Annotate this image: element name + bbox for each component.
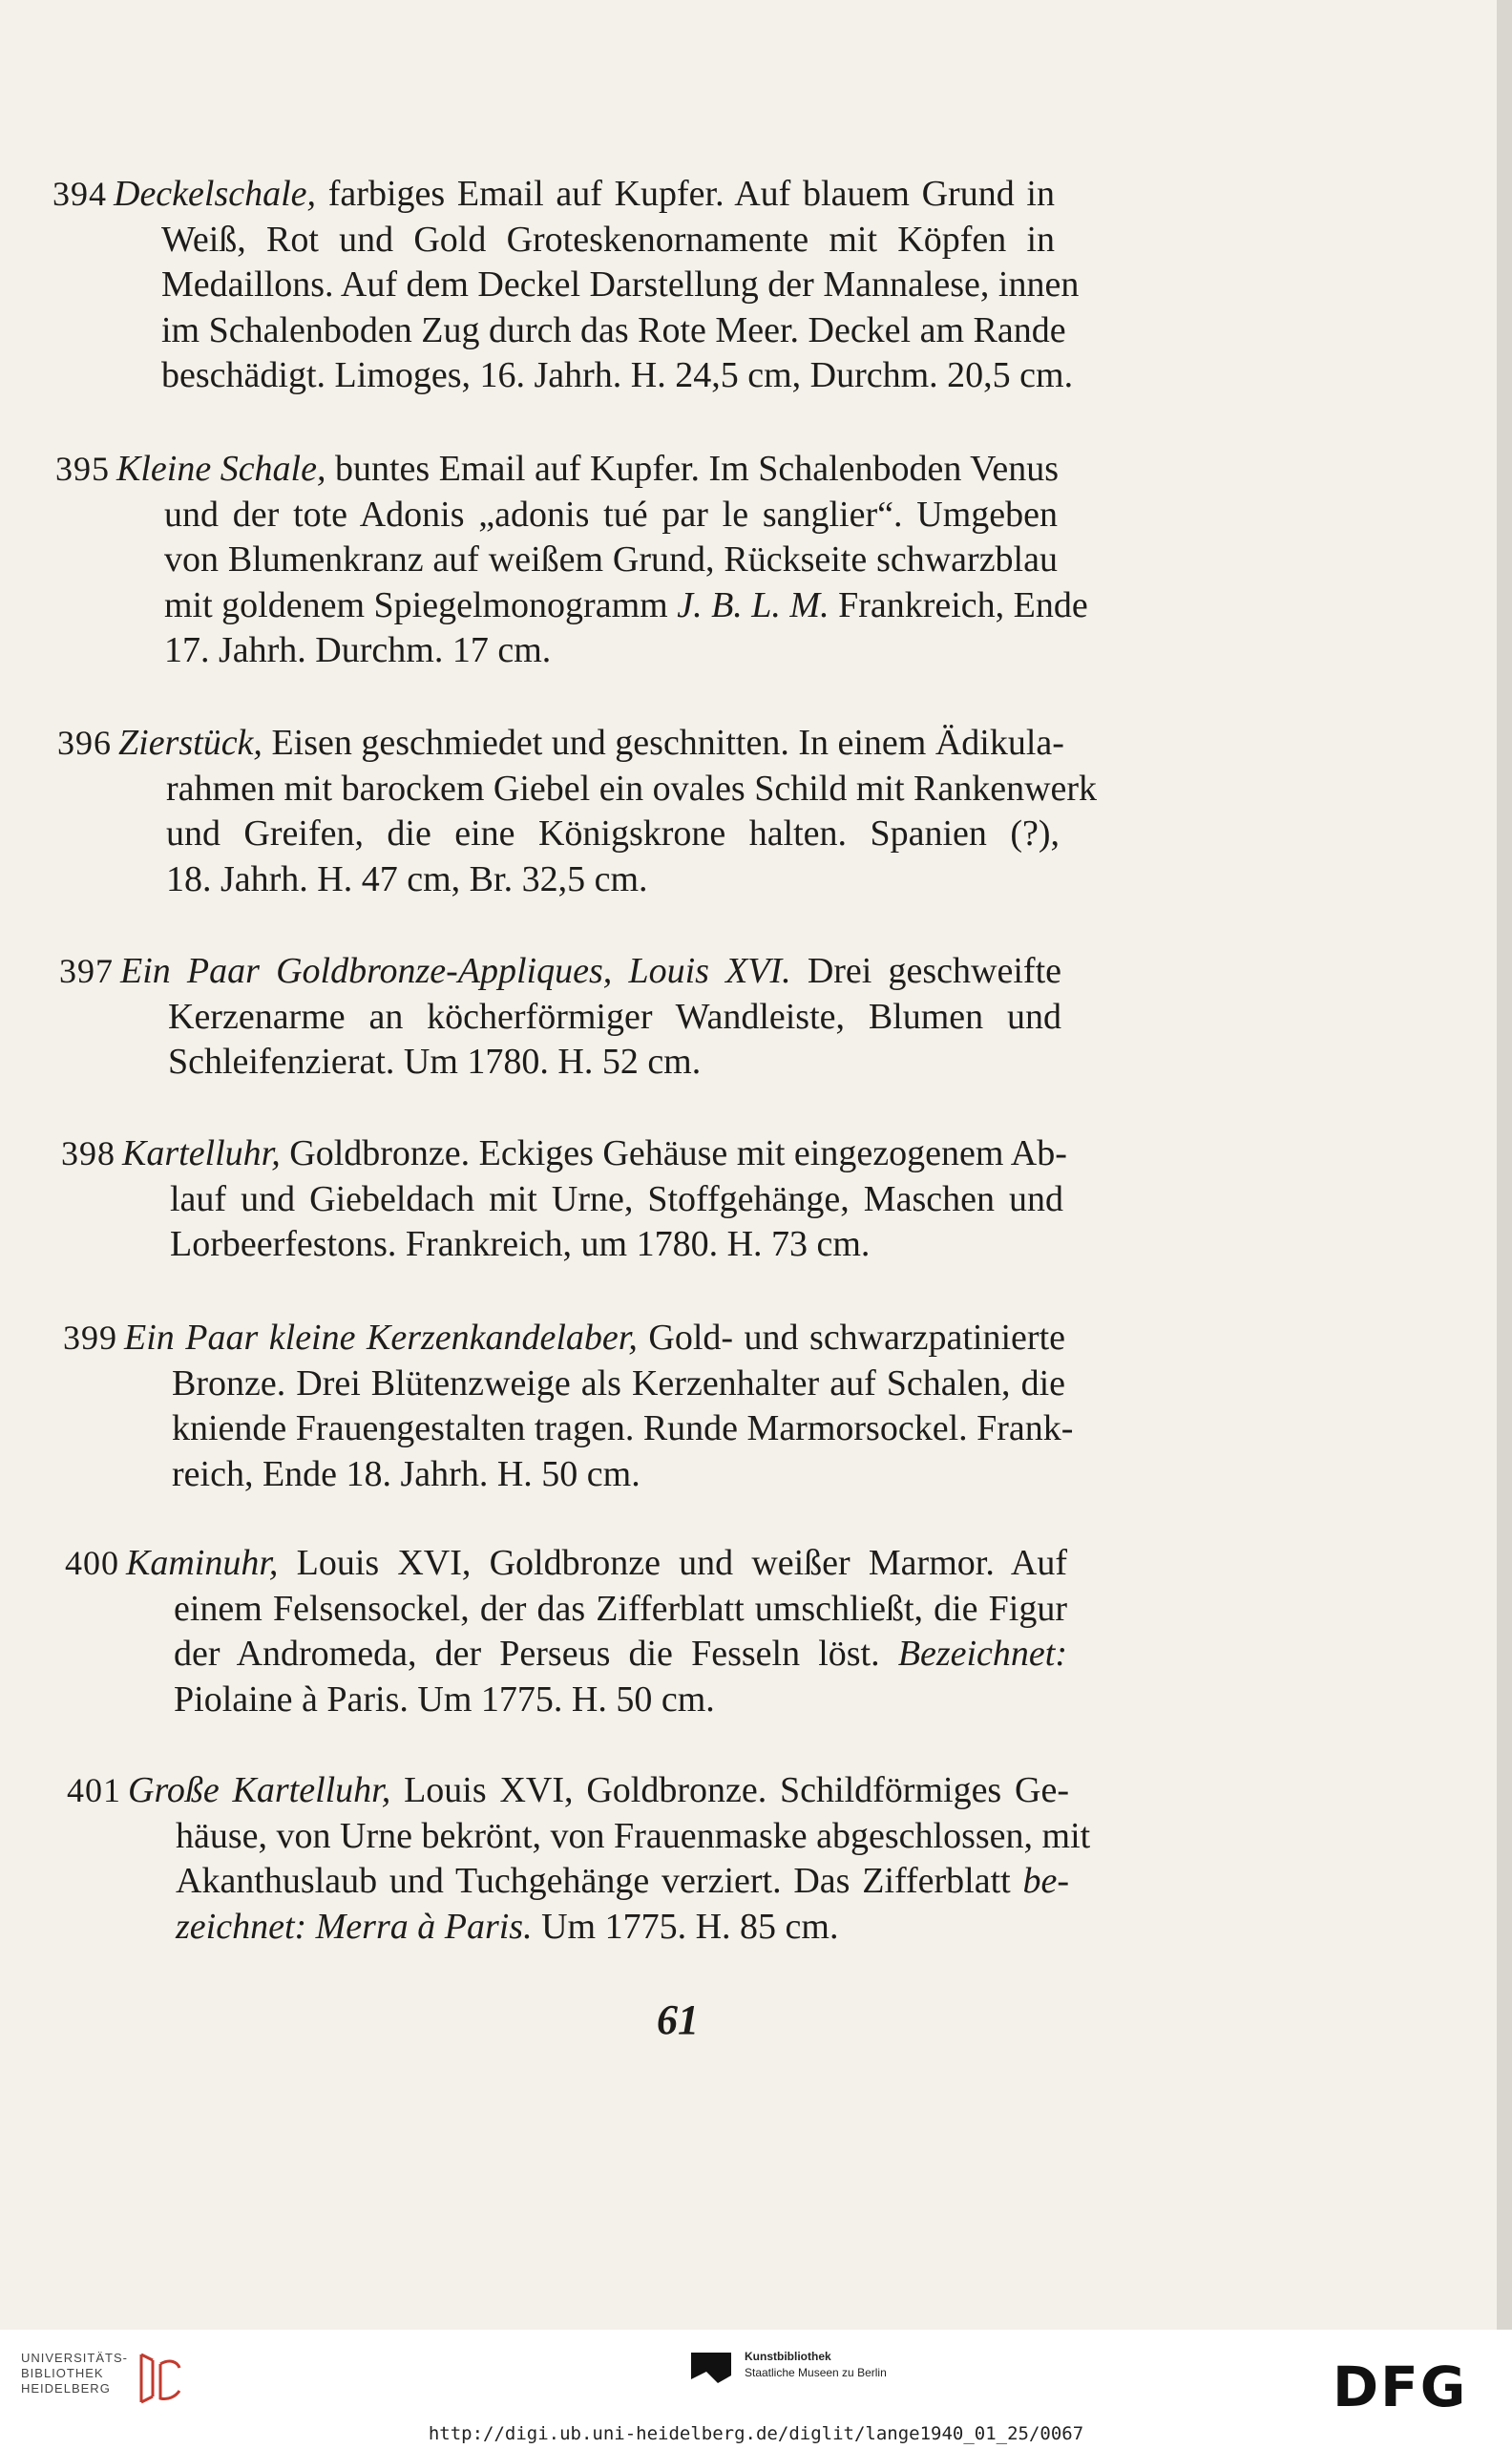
text-run: Lorbeerfestons. Frankreich, um 1780. H. 73 cm.	[170, 1224, 871, 1264]
entry-line	[161, 218, 1055, 264]
text-run: im Schalenboden Zug durch das Rote Meer. Deckel am Rande	[161, 309, 1066, 350]
text-run: Goldbronze. Eckiges Gehäuse mit eingezogenem Ab-	[280, 1133, 1067, 1173]
catalogue-entry	[59, 949, 1061, 1086]
entry-line	[166, 857, 1060, 903]
entry-line	[164, 538, 1058, 583]
italic-run: be-	[1022, 1861, 1069, 1901]
text-run: Schleifenzierat. Um 1780. H. 52 cm.	[168, 1042, 702, 1082]
entry-number: 401	[67, 1771, 121, 1809]
source-url[interactable]: http://digi.ub.uni-heidelberg.de/diglit/lange1940_01_25/0067	[428, 2423, 1084, 2444]
catalogue-entry	[67, 1768, 1091, 1950]
text-run: Kerzenarme an köcherförmiger Wandleiste, Blumen und	[168, 996, 1061, 1037]
text-run: 17. Jahrh. Durchm. 17 cm.	[164, 630, 552, 670]
entry-line	[114, 172, 1055, 218]
entry-line	[170, 1177, 1063, 1223]
university-emblem-icon	[136, 2351, 183, 2406]
entry-text	[120, 949, 1061, 1086]
text-run: Medaillons. Auf dem Deckel Darstellung der Mannalese, innen	[161, 264, 1080, 305]
text-run: farbiges Email auf Kupfer. Auf blauem Grund in	[316, 174, 1055, 214]
entry-line	[161, 353, 1074, 399]
italic-run: Bezeichnet:	[897, 1634, 1067, 1674]
italic-run: Ein Paar kleine Kerzenkandelaber,	[124, 1318, 638, 1358]
text-run: Louis XVI, Goldbronze und weißer Marmor. Auf	[278, 1543, 1067, 1583]
italic-run: J. B. L. M.	[677, 584, 830, 625]
text-run: rahmen mit barockem Giebel ein ovales Schild mit Rankenwerk	[166, 768, 1098, 809]
catalogue-entry	[55, 447, 1088, 674]
entry-line	[168, 1040, 1061, 1086]
text-run: beschädigt. Limoges, 16. Jahrh. H. 24,5 cm, Durchm. 20,5 cm.	[161, 355, 1074, 395]
entry-line	[176, 1859, 1069, 1905]
entry-line	[122, 1131, 1067, 1177]
italic-run: Deckelschale,	[114, 174, 317, 214]
text-run: 18. Jahrh. H. 47 cm, Br. 32,5 cm.	[166, 858, 648, 899]
entry-line	[161, 308, 1066, 354]
text-run: Akanthuslaub und Tuchgehänge verziert. Das Zifferblatt	[176, 1861, 1023, 1901]
text-run: Frankreich, Ende	[829, 584, 1088, 625]
italic-run: Ein Paar Goldbronze-Appliques, Louis XVI.	[120, 951, 791, 991]
text-run: einem Felsensockel, der das Zifferblatt umschließt, die Figur	[174, 1588, 1067, 1629]
text-run: lauf und Giebeldach mit Urne, Stoffgehänge, Maschen und	[170, 1178, 1063, 1219]
catalogue-entry	[52, 172, 1080, 399]
entry-line	[172, 1406, 1074, 1452]
entry-line	[161, 263, 1080, 308]
text-run: kniende Frauengestalten tragen. Runde Marmorsockel. Frank-	[172, 1408, 1074, 1448]
entry-text	[126, 1541, 1067, 1722]
catalogue-entry	[61, 1131, 1067, 1268]
text-run: häuse, von Urne bekrönt, von Frauenmaske abgeschlossen, mit	[176, 1815, 1091, 1856]
entry-text	[122, 1131, 1067, 1268]
catalogue-entry	[63, 1316, 1074, 1497]
italic-run: Große Kartelluhr,	[128, 1770, 391, 1810]
entry-text	[124, 1316, 1074, 1497]
text-run: und Greifen, die eine Königskrone halten. Spanien (?),	[166, 813, 1060, 854]
text-run: buntes Email auf Kupfer. Im Schalenboden Venus	[326, 449, 1060, 489]
page-edge-shadow	[1497, 0, 1512, 2330]
kunstbibliothek-label	[745, 2349, 887, 2381]
entry-line	[128, 1768, 1069, 1814]
text-run: Weiß, Rot und Gold Groteskenornamente mit Köpfen in	[161, 219, 1055, 260]
entry-line	[124, 1316, 1065, 1362]
text-run: und der tote Adonis „adonis tué par le sanglier“. Umgeben	[164, 494, 1058, 535]
entry-line	[166, 767, 1098, 813]
entry-line	[176, 1814, 1091, 1860]
entry-line	[174, 1587, 1067, 1633]
text-run: der Andromeda, der Perseus die Fesseln löst.	[174, 1634, 898, 1674]
entry-text	[114, 172, 1080, 399]
text-run: Eisen geschmiedet und geschnitten. In einem Ädikula-	[262, 723, 1064, 763]
entry-line	[164, 583, 1088, 629]
dfg-logo: DFG	[1333, 2354, 1468, 2419]
entry-line	[172, 1452, 1065, 1498]
entry-number: 395	[55, 450, 110, 488]
university-line: HEIDELBERG	[21, 2381, 111, 2396]
entry-text	[128, 1768, 1091, 1950]
entry-line	[120, 949, 1061, 995]
entry-line	[116, 447, 1058, 493]
italic-run: Kartelluhr,	[122, 1133, 281, 1173]
italic-run: Kaminuhr,	[126, 1543, 279, 1583]
text-run: mit goldenem Spiegelmonogramm	[164, 584, 678, 625]
text-run: Um 1775. H. 85 cm.	[532, 1906, 839, 1947]
entry-line	[164, 493, 1058, 538]
text-run: Drei geschweifte	[790, 951, 1061, 991]
text-run: Bronze. Drei Blütenzweige als Kerzenhalter auf Schalen, die	[172, 1362, 1065, 1404]
text-run: reich, Ende 18. Jahrh. H. 50 cm.	[172, 1453, 640, 1494]
entry-number: 396	[57, 724, 112, 762]
entry-number: 400	[65, 1544, 119, 1582]
university-line: BIBLIOTHEK	[21, 2366, 104, 2380]
text-run: Gold- und schwarzpatinierte	[637, 1318, 1065, 1358]
entry-line	[174, 1632, 1067, 1678]
text-run: Piolaine à Paris. Um 1775. H. 50 cm.	[174, 1678, 715, 1720]
catalogue-entry	[65, 1541, 1067, 1722]
text-run: von Blumenkranz auf weißem Grund, Rückseite schwarzblau	[164, 539, 1058, 580]
italic-run: zeichnet: Merra à Paris.	[176, 1906, 533, 1947]
entry-line	[166, 812, 1060, 857]
entry-line	[118, 721, 1064, 767]
university-library-logo-text	[21, 2351, 128, 2396]
entry-text	[118, 721, 1098, 902]
entry-number: 399	[63, 1319, 117, 1357]
page-number: 61	[657, 1996, 699, 2043]
entry-line	[126, 1541, 1067, 1587]
entry-line	[174, 1678, 1067, 1723]
kb-name: Kunstbibliothek	[745, 2350, 831, 2363]
university-line: UNIVERSITÄTS-	[21, 2351, 128, 2365]
kunstbibliothek-logo-icon	[689, 2351, 733, 2395]
entry-line	[170, 1222, 1063, 1268]
catalogue-entry	[57, 721, 1098, 902]
italic-run: Zierstück,	[118, 723, 262, 763]
entry-number: 394	[52, 175, 107, 213]
entry-line	[176, 1905, 1069, 1951]
text-run: Louis XVI, Goldbronze. Schildförmiges Ge-	[390, 1770, 1070, 1810]
kb-subtitle: Staatliche Museen zu Berlin	[745, 2366, 887, 2379]
entry-number: 397	[59, 952, 114, 990]
entry-number: 398	[61, 1134, 116, 1172]
italic-run: Kleine Schale,	[116, 449, 326, 489]
entry-text	[116, 447, 1088, 674]
entry-line	[172, 1362, 1065, 1407]
entry-line	[168, 995, 1061, 1041]
entry-line	[164, 628, 1058, 674]
